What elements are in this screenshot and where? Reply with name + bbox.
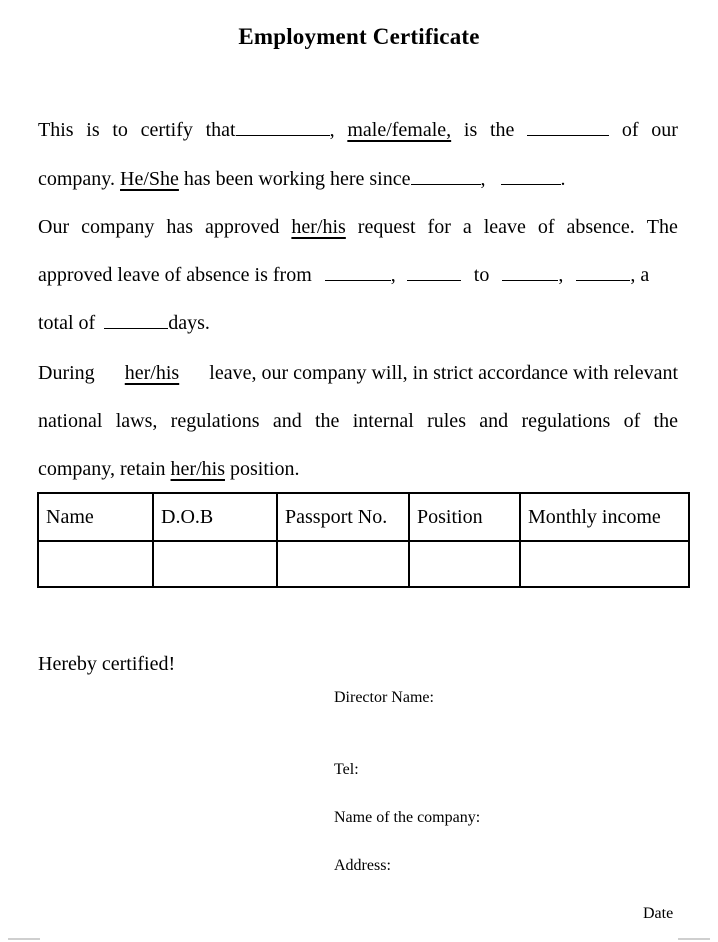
comma: ,: [558, 264, 564, 286]
word: The: [646, 216, 678, 238]
word: company: [81, 216, 155, 238]
word: our: [651, 119, 678, 141]
comma: ,: [329, 119, 335, 141]
word: has: [166, 216, 194, 238]
word: internal: [352, 410, 414, 432]
hereby-certified: Hereby certified!: [38, 653, 176, 675]
days-blank[interactable]: [104, 310, 168, 329]
to-blank-2[interactable]: [576, 262, 630, 281]
from-blank-1[interactable]: [325, 262, 391, 281]
cell-monthly-income[interactable]: [520, 541, 689, 587]
word: and: [479, 410, 509, 432]
leave-text: leave, our company will, in strict accordance with relevant: [209, 362, 678, 384]
word: company.: [38, 168, 116, 190]
word: absence.: [566, 216, 635, 238]
period: .: [560, 168, 566, 190]
position-word: position.: [229, 458, 300, 480]
header-name: Name: [38, 493, 153, 541]
page-corner-mark-left: [8, 938, 40, 940]
pronoun-option: He/She: [120, 168, 179, 190]
gender-option: male/female,: [347, 119, 452, 141]
header-passport: Passport No.: [277, 493, 409, 541]
tel-label: Tel:: [334, 761, 359, 778]
word: request: [357, 216, 416, 238]
table-header-row: [38, 493, 689, 541]
paragraph3-line3: [38, 455, 678, 483]
word: regulations: [170, 410, 260, 432]
word: the: [489, 119, 515, 141]
table-row: [38, 541, 689, 587]
word: of: [537, 216, 555, 238]
word: the: [653, 410, 678, 432]
since-blank-2[interactable]: [501, 166, 561, 185]
paragraph3-line2: [38, 407, 678, 435]
word: of: [623, 410, 641, 432]
word: approved: [205, 216, 280, 238]
word: is: [463, 119, 478, 141]
cell-name[interactable]: [38, 541, 153, 587]
director-name-label: Director Name:: [334, 689, 434, 706]
word: is: [86, 119, 100, 141]
position-blank[interactable]: [527, 117, 609, 136]
header-dob: D.O.B: [153, 493, 277, 541]
to-blank-1[interactable]: [502, 262, 558, 281]
to-word: to: [473, 264, 490, 286]
since-blank-1[interactable]: [411, 166, 481, 185]
comma: ,: [480, 168, 486, 190]
name-blank[interactable]: [236, 117, 330, 136]
word: This: [38, 119, 74, 141]
word: the: [315, 410, 340, 432]
cell-passport[interactable]: [277, 541, 409, 587]
comma: ,: [390, 264, 396, 286]
paragraph1-line1: [38, 116, 678, 144]
that-name-group: [206, 116, 335, 144]
company-name-label: Name of the company:: [334, 809, 481, 826]
from-blank-2[interactable]: [407, 262, 461, 281]
since-text: has been working here since: [183, 168, 411, 190]
word: of: [621, 119, 639, 141]
paragraph3-line1: [38, 359, 678, 387]
paragraph2-line3: [38, 309, 678, 337]
header-monthly-income: Monthly income: [520, 493, 689, 541]
word: Our: [38, 216, 70, 238]
date-label: Date: [643, 905, 674, 922]
cell-position[interactable]: [409, 541, 520, 587]
paragraph2-line1: [38, 213, 678, 241]
word: that: [205, 119, 236, 141]
leave-from-text: approved leave of absence is from: [38, 264, 312, 286]
paragraph2-line2: [38, 261, 678, 289]
word: to: [112, 119, 128, 141]
retain-text: company, retain: [38, 458, 166, 480]
employee-info-table: [37, 492, 690, 588]
word: certify: [140, 119, 193, 141]
address-label: Address:: [334, 857, 391, 874]
cell-dob[interactable]: [153, 541, 277, 587]
total-of-text: total of: [38, 312, 96, 334]
word: laws,: [115, 410, 158, 432]
paragraph1-line2: [38, 165, 678, 193]
word: national: [38, 410, 103, 432]
word: and: [272, 410, 302, 432]
word: a: [462, 216, 472, 238]
word: rules: [427, 410, 466, 432]
document-title: Employment Certificate: [238, 24, 480, 49]
word: leave: [483, 216, 526, 238]
word: for: [427, 216, 451, 238]
page-corner-mark-right: [678, 938, 710, 940]
pronoun-option: her/his: [291, 216, 346, 238]
tail: , a: [630, 264, 650, 286]
pronoun-option: her/his: [170, 458, 225, 480]
pronoun-option: her/his: [124, 362, 180, 384]
days-word: days.: [168, 312, 210, 334]
header-position: Position: [409, 493, 520, 541]
word: During: [38, 362, 95, 384]
word: regulations: [521, 410, 611, 432]
